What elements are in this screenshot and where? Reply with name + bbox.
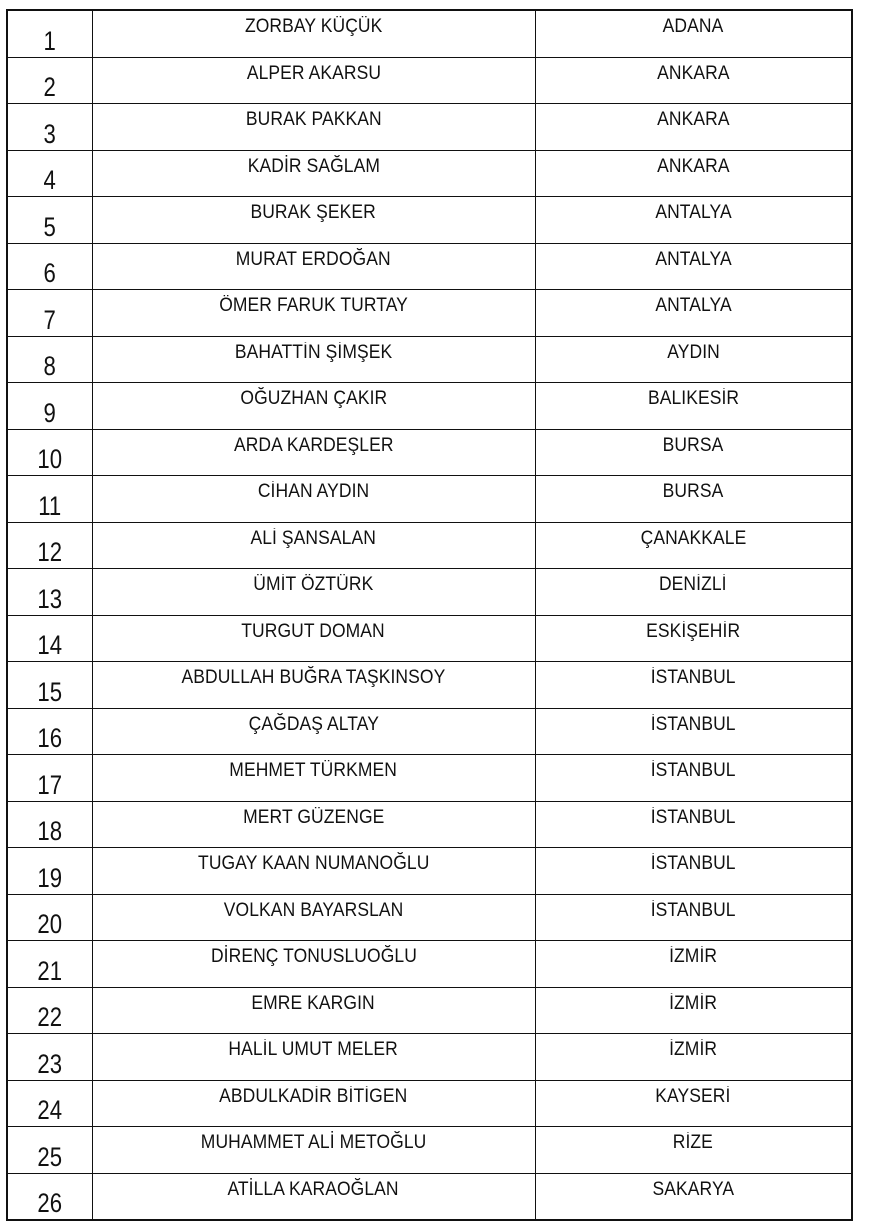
city-cell <box>535 708 852 755</box>
city-name: SAKARYA <box>652 1178 735 1200</box>
table-row <box>7 755 852 802</box>
city-name: İSTANBUL <box>650 899 736 921</box>
table-row <box>7 104 852 151</box>
city-name: ANKARA <box>657 62 730 84</box>
person-name-cell <box>92 894 535 941</box>
person-name-cell <box>92 801 535 848</box>
person-name: EMRE KARGIN <box>251 992 376 1014</box>
city-name: BURSA <box>662 481 724 502</box>
table-row <box>7 848 852 895</box>
city-name: İSTANBUL <box>650 713 736 735</box>
row-number: 7 <box>15 290 85 337</box>
row-number: 4 <box>15 150 85 197</box>
person-name: MERT GÜZENGE <box>242 806 385 828</box>
table-row <box>7 476 852 523</box>
person-name-cell <box>92 57 535 104</box>
person-name-cell <box>92 1173 535 1220</box>
city-name: İZMİR <box>669 992 718 1014</box>
row-number: 16 <box>15 708 85 755</box>
table-row <box>7 336 852 383</box>
person-name: ATİLLA KARAOĞLAN <box>227 1178 400 1200</box>
city-name: ANKARA <box>657 109 730 130</box>
row-number: 11 <box>15 476 85 523</box>
city-name: AYDIN <box>666 341 720 363</box>
city-cell <box>535 1127 852 1174</box>
city-cell <box>535 429 852 476</box>
table-row <box>7 662 852 709</box>
person-name: VOLKAN BAYARSLAN <box>223 899 404 921</box>
table-row <box>7 708 852 755</box>
person-name: MEHMET TÜRKMEN <box>229 760 398 781</box>
row-number: 2 <box>15 57 85 104</box>
city-cell <box>535 894 852 941</box>
table-row <box>7 150 852 197</box>
person-name: MURAT ERDOĞAN <box>236 248 391 270</box>
city-cell <box>535 10 852 57</box>
table-row <box>7 894 852 941</box>
city-name: İZMİR <box>669 1039 718 1060</box>
person-name: DİRENÇ TONUSLUOĞLU <box>210 946 417 967</box>
row-number: 1 <box>15 10 85 57</box>
city-name: KAYSERİ <box>655 1085 731 1107</box>
city-cell <box>535 197 852 244</box>
city-name: DENİZLİ <box>659 574 728 595</box>
table-row <box>7 10 852 57</box>
person-name-cell <box>92 569 535 616</box>
city-name: ADANA <box>662 16 724 37</box>
table-row <box>7 801 852 848</box>
city-cell <box>535 243 852 290</box>
person-name-cell <box>92 10 535 57</box>
city-name: İSTANBUL <box>650 806 736 828</box>
city-cell <box>535 336 852 383</box>
city-name: RİZE <box>673 1132 714 1153</box>
person-name-cell <box>92 1127 535 1174</box>
person-name-cell <box>92 987 535 1034</box>
table-row <box>7 57 852 104</box>
person-name: BURAK PAKKAN <box>245 109 382 130</box>
person-name-cell <box>92 197 535 244</box>
city-name: BURSA <box>662 434 724 456</box>
city-cell <box>535 1173 852 1220</box>
person-name-cell <box>92 755 535 802</box>
city-cell <box>535 615 852 662</box>
person-name-cell <box>92 615 535 662</box>
row-number: 5 <box>15 197 85 244</box>
person-name-cell <box>92 476 535 523</box>
person-name-cell <box>92 708 535 755</box>
table-row <box>7 615 852 662</box>
table-row <box>7 243 852 290</box>
city-cell <box>535 1080 852 1127</box>
row-number: 15 <box>15 662 85 709</box>
row-number: 6 <box>15 243 85 290</box>
row-number: 10 <box>15 429 85 476</box>
row-number: 26 <box>15 1173 85 1220</box>
person-name: OĞUZHAN ÇAKIR <box>240 388 387 409</box>
city-name: ANTALYA <box>655 202 732 223</box>
city-name: ANTALYA <box>655 295 732 316</box>
city-name: İSTANBUL <box>650 853 736 874</box>
city-name: İSTANBUL <box>650 760 736 781</box>
person-name-cell <box>92 243 535 290</box>
city-name: ANKARA <box>657 155 730 177</box>
row-number: 8 <box>15 336 85 383</box>
table-row <box>7 1127 852 1174</box>
city-name: ANTALYA <box>655 248 732 270</box>
person-name-cell <box>92 336 535 383</box>
row-number: 21 <box>15 941 85 988</box>
person-name-cell <box>92 848 535 895</box>
city-cell <box>535 941 852 988</box>
city-cell <box>535 522 852 569</box>
city-cell <box>535 662 852 709</box>
row-number: 12 <box>15 522 85 569</box>
city-cell <box>535 848 852 895</box>
person-name-cell <box>92 1080 535 1127</box>
row-number: 3 <box>15 104 85 151</box>
table-row <box>7 1173 852 1220</box>
person-name-cell <box>92 150 535 197</box>
table-row <box>7 941 852 988</box>
table-row <box>7 429 852 476</box>
row-number: 17 <box>15 755 85 802</box>
table-row <box>7 1034 852 1081</box>
table-row <box>7 290 852 337</box>
row-number: 18 <box>15 801 85 848</box>
city-cell <box>535 755 852 802</box>
city-name: İSTANBUL <box>650 667 736 688</box>
person-name: ABDULLAH BUĞRA TAŞKINSOY <box>181 667 446 688</box>
person-name-cell <box>92 662 535 709</box>
table-row <box>7 569 852 616</box>
person-name: BAHATTİN ŞİMŞEK <box>234 341 393 363</box>
row-number: 23 <box>15 1034 85 1081</box>
person-name: ALPER AKARSU <box>246 62 381 84</box>
person-name: ABDULKADİR BİTİGEN <box>219 1085 408 1107</box>
person-name: HALİL UMUT MELER <box>228 1039 399 1060</box>
person-name: KADİR SAĞLAM <box>247 155 380 177</box>
person-name-cell <box>92 1034 535 1081</box>
row-number: 9 <box>15 383 85 430</box>
city-cell <box>535 290 852 337</box>
row-number: 24 <box>15 1080 85 1127</box>
city-cell <box>535 57 852 104</box>
table-row <box>7 987 852 1034</box>
table-row <box>7 197 852 244</box>
row-number: 14 <box>15 615 85 662</box>
candidate-table <box>6 9 853 1221</box>
city-cell <box>535 383 852 430</box>
city-name: İZMİR <box>669 946 718 967</box>
table-row <box>7 383 852 430</box>
person-name: ZORBAY KÜÇÜK <box>244 16 383 37</box>
person-name: ÜMİT ÖZTÜRK <box>253 574 374 595</box>
row-number: 22 <box>15 987 85 1034</box>
city-cell <box>535 569 852 616</box>
person-name: ÇAĞDAŞ ALTAY <box>248 713 379 735</box>
person-name: MUHAMMET ALİ METOĞLU <box>200 1132 427 1153</box>
person-name: ÖMER FARUK TURTAY <box>219 295 408 316</box>
row-number: 13 <box>15 569 85 616</box>
table-row <box>7 1080 852 1127</box>
person-name: ALİ ŞANSALAN <box>250 527 377 549</box>
city-cell <box>535 801 852 848</box>
city-cell <box>535 987 852 1034</box>
city-name: ESKİŞEHİR <box>646 620 741 642</box>
person-name: ARDA KARDEŞLER <box>233 434 394 456</box>
row-number: 19 <box>15 848 85 895</box>
table-body <box>7 10 852 1220</box>
person-name-cell <box>92 290 535 337</box>
person-name-cell <box>92 522 535 569</box>
person-name: TURGUT DOMAN <box>241 620 386 642</box>
person-name: BURAK ŞEKER <box>250 202 377 223</box>
city-name: BALIKESİR <box>647 388 739 409</box>
person-name: CİHAN AYDIN <box>257 481 370 502</box>
person-name-cell <box>92 383 535 430</box>
person-name-cell <box>92 429 535 476</box>
row-number: 25 <box>15 1127 85 1174</box>
city-name: ÇANAKKALE <box>640 527 747 549</box>
city-cell <box>535 150 852 197</box>
city-cell <box>535 104 852 151</box>
table-row <box>7 522 852 569</box>
person-name-cell <box>92 941 535 988</box>
person-name-cell <box>92 104 535 151</box>
city-cell <box>535 476 852 523</box>
city-cell <box>535 1034 852 1081</box>
person-name: TUGAY KAAN NUMANOĞLU <box>197 853 430 874</box>
row-number: 20 <box>15 894 85 941</box>
